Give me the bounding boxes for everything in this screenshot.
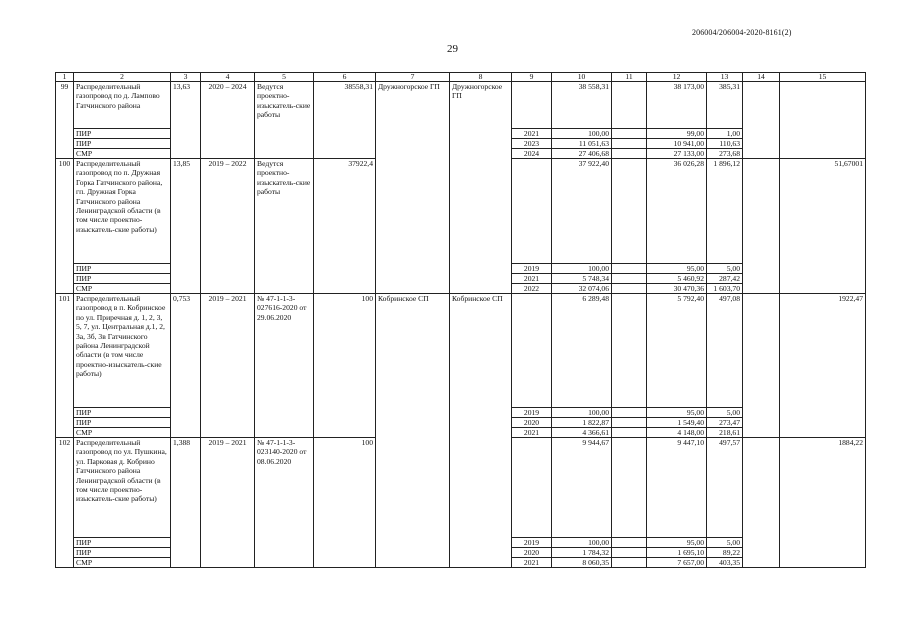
extra-value: 1884,22	[780, 438, 866, 568]
sub-regional-amount: 95,00	[647, 538, 707, 548]
year-value: 2020	[512, 548, 552, 558]
year-value: 2019	[512, 538, 552, 548]
column-header: 5	[255, 73, 314, 82]
empty-cell	[612, 139, 647, 149]
empty-cell	[612, 428, 647, 438]
sub-regional-amount: 7 657,00	[647, 558, 707, 568]
sub-regional-amount: 95,00	[647, 264, 707, 274]
empty-cell	[612, 418, 647, 428]
sub-regional-amount: 1 549,40	[647, 418, 707, 428]
cost-value: 100	[314, 438, 376, 568]
empty-cell	[612, 264, 647, 274]
work-type-label: СМР	[74, 428, 171, 438]
empty-cell	[612, 274, 647, 284]
empty-cell	[612, 438, 647, 538]
sub-regional-amount: 4 148,00	[647, 428, 707, 438]
regional-amount: 5 792,40	[647, 294, 707, 408]
work-type-label: СМР	[74, 149, 171, 159]
row-number: 102	[56, 438, 74, 568]
sub-local-amount: 1,00	[707, 129, 743, 139]
municipality-name	[376, 159, 450, 294]
sub-local-amount: 110,63	[707, 139, 743, 149]
design-status: № 47-1-1-3-023140-2020 от 08.06.2020	[255, 438, 314, 568]
work-type-label: ПИР	[74, 139, 171, 149]
work-type-label: ПИР	[74, 274, 171, 284]
year-value: 2024	[512, 149, 552, 159]
year-value: 2023	[512, 139, 552, 149]
year-cell	[512, 294, 552, 408]
work-type-label: ПИР	[74, 408, 171, 418]
column-number-row	[56, 73, 866, 82]
sub-local-amount: 403,35	[707, 558, 743, 568]
empty-cell	[612, 284, 647, 294]
length-value: 1,388	[171, 438, 201, 568]
year-value: 2021	[512, 129, 552, 139]
page-number: 29	[447, 43, 458, 55]
object-name: Распределительный газопровод по д. Лампово Гатчинского района	[74, 82, 171, 129]
municipality-name	[376, 438, 450, 568]
sub-local-amount: 218,61	[707, 428, 743, 438]
empty-cell	[612, 149, 647, 159]
sub-regional-amount: 27 133,00	[647, 149, 707, 159]
settlement-name: Дружногорское ГП	[450, 82, 512, 159]
year-value: 2020	[512, 418, 552, 428]
sub-local-amount: 5,00	[707, 538, 743, 548]
cost-value: 38558,31	[314, 82, 376, 159]
sub-total-amount: 27 406,68	[552, 149, 612, 159]
work-type-label: ПИР	[74, 538, 171, 548]
sub-total-amount: 100,00	[552, 408, 612, 418]
empty-cell	[612, 538, 647, 548]
column-header: 15	[780, 73, 866, 82]
column-header: 1	[56, 73, 74, 82]
year-cell	[512, 159, 552, 264]
year-value: 2021	[512, 274, 552, 284]
local-amount: 1 896,12	[707, 159, 743, 264]
sub-total-amount: 100,00	[552, 129, 612, 139]
empty-cell	[612, 558, 647, 568]
row-number: 101	[56, 294, 74, 438]
year-cell	[512, 82, 552, 129]
work-type-label: СМР	[74, 558, 171, 568]
sub-total-amount: 32 074,06	[552, 284, 612, 294]
column-header: 3	[171, 73, 201, 82]
empty-cell	[612, 548, 647, 558]
sub-regional-amount: 99,00	[647, 129, 707, 139]
sub-total-amount: 1 784,32	[552, 548, 612, 558]
column-header: 14	[743, 73, 780, 82]
empty-cell	[743, 294, 780, 438]
year-value: 2021	[512, 558, 552, 568]
empty-cell	[743, 438, 780, 568]
work-type-label: ПИР	[74, 418, 171, 428]
work-type-label: СМР	[74, 284, 171, 294]
sub-total-amount: 11 051,63	[552, 139, 612, 149]
local-amount: 385,31	[707, 82, 743, 129]
total-amount: 37 922,40	[552, 159, 612, 264]
row-number: 100	[56, 159, 74, 294]
sub-regional-amount: 10 941,00	[647, 139, 707, 149]
table-row	[56, 438, 866, 538]
year-cell	[512, 438, 552, 538]
length-value: 13,85	[171, 159, 201, 294]
length-value: 13,63	[171, 82, 201, 159]
sub-regional-amount: 95,00	[647, 408, 707, 418]
settlement-name	[450, 438, 512, 568]
column-header: 7	[376, 73, 450, 82]
local-amount: 497,08	[707, 294, 743, 408]
sub-total-amount: 8 060,35	[552, 558, 612, 568]
sub-total-amount: 100,00	[552, 538, 612, 548]
year-value: 2022	[512, 284, 552, 294]
sub-total-amount: 100,00	[552, 264, 612, 274]
extra-value: 1922,47	[780, 294, 866, 438]
object-name: Распределительный газопровод по п. Дружная Горка Гатчинского района, гп. Дружная Горка Гатчинского района Ленинградской области (в том числе проектно-изыскатель-ские работы)	[74, 159, 171, 264]
total-amount: 9 944,67	[552, 438, 612, 538]
length-value: 0,753	[171, 294, 201, 438]
municipality-name: Дружногорское ГП	[376, 82, 450, 159]
regional-amount: 38 173,00	[647, 82, 707, 129]
sub-local-amount: 273,68	[707, 149, 743, 159]
sub-local-amount: 5,00	[707, 264, 743, 274]
sub-total-amount: 4 366,61	[552, 428, 612, 438]
period-value: 2020 – 2024	[201, 82, 255, 159]
column-header: 9	[512, 73, 552, 82]
total-amount: 6 289,48	[552, 294, 612, 408]
sub-local-amount: 287,42	[707, 274, 743, 284]
extra-value	[780, 82, 866, 159]
column-header: 2	[74, 73, 171, 82]
settlement-name	[450, 159, 512, 294]
column-header: 8	[450, 73, 512, 82]
empty-cell	[612, 129, 647, 139]
regional-amount: 9 447,10	[647, 438, 707, 538]
sub-local-amount: 5,00	[707, 408, 743, 418]
regional-amount: 36 026,28	[647, 159, 707, 264]
empty-cell	[612, 82, 647, 129]
design-status: № 47-1-1-3-027616-2020 от 29.06.2020	[255, 294, 314, 438]
object-name: Распределительный газопровод по ул. Пушкина, ул. Парковая д. Кобрино Гатчинского района Ленинградской области (в том числе проектно-изыскатель-ские работы)	[74, 438, 171, 538]
year-value: 2021	[512, 428, 552, 438]
column-header: 12	[647, 73, 707, 82]
sub-regional-amount: 1 695,10	[647, 548, 707, 558]
period-value: 2019 – 2021	[201, 438, 255, 568]
sub-total-amount: 1 822,87	[552, 418, 612, 428]
year-value: 2019	[512, 264, 552, 274]
document-code: 206004/206004-2020-8161(2)	[692, 28, 792, 37]
column-header: 11	[612, 73, 647, 82]
sub-total-amount: 5 748,34	[552, 274, 612, 284]
empty-cell	[612, 408, 647, 418]
cost-value: 37922,4	[314, 159, 376, 294]
cost-value: 100	[314, 294, 376, 438]
empty-cell	[743, 82, 780, 159]
object-name: Распределительный газопровод в п. Кобринское по ул. Приречная д. 1, 2, 3, 5, 7, ул. Центральная д.1, 2, 3а, 3б, 3в Гатчинского района Ленинградской области (в том числе проектно-изыскатель-ские работы)	[74, 294, 171, 408]
local-amount: 497,57	[707, 438, 743, 538]
sub-local-amount: 89,22	[707, 548, 743, 558]
work-type-label: ПИР	[74, 548, 171, 558]
design-status: Ведутся проектно-изыскатель-ские работы	[255, 82, 314, 159]
total-amount: 38 558,31	[552, 82, 612, 129]
table-row	[56, 294, 866, 408]
empty-cell	[743, 159, 780, 294]
settlement-name: Кобринское СП	[450, 294, 512, 438]
row-number: 99	[56, 82, 74, 159]
work-type-label: ПИР	[74, 129, 171, 139]
municipality-name: Кобринское СП	[376, 294, 450, 438]
column-header: 10	[552, 73, 612, 82]
period-value: 2019 – 2022	[201, 159, 255, 294]
work-type-label: ПИР	[74, 264, 171, 274]
design-status: Ведутся проектно-изыскатель-ские работы	[255, 159, 314, 294]
sub-regional-amount: 5 460,92	[647, 274, 707, 284]
empty-cell	[612, 159, 647, 264]
empty-cell	[612, 294, 647, 408]
table-row	[56, 82, 866, 129]
table-row	[56, 159, 866, 264]
column-header: 13	[707, 73, 743, 82]
sub-local-amount: 1 603,70	[707, 284, 743, 294]
sub-local-amount: 273,47	[707, 418, 743, 428]
extra-value: 51,67001	[780, 159, 866, 294]
sub-regional-amount: 30 470,36	[647, 284, 707, 294]
year-value: 2019	[512, 408, 552, 418]
column-header: 6	[314, 73, 376, 82]
investment-table	[55, 72, 866, 568]
column-header: 4	[201, 73, 255, 82]
period-value: 2019 – 2021	[201, 294, 255, 438]
